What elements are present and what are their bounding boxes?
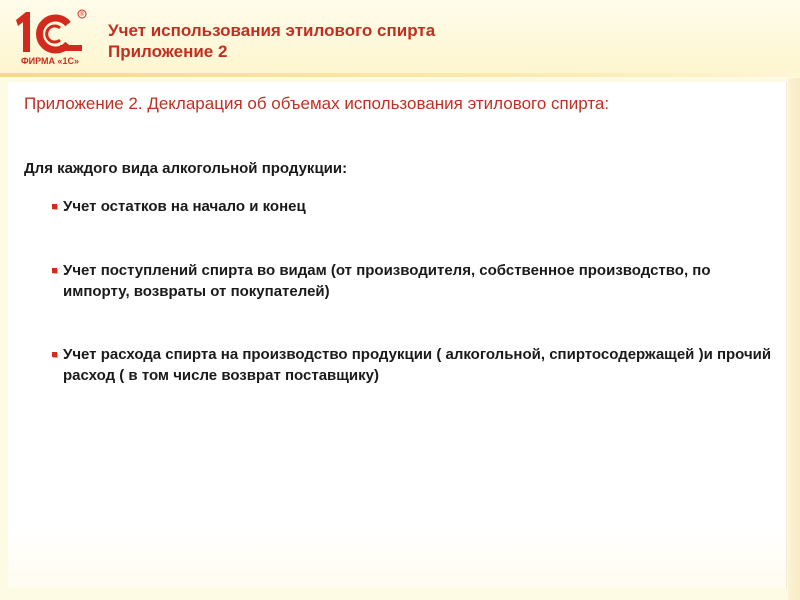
bullet-square-icon: [52, 268, 57, 273]
registered-mark: ®: [79, 12, 85, 18]
list-item: [52, 196, 306, 217]
slide-header: [0, 0, 800, 74]
list-item-text: Учет поступлений спирта во видам (от производителя, собственное производство, по импорту, возвраты от покупателей): [63, 262, 711, 300]
list-item: [52, 260, 772, 302]
list-item: [52, 344, 772, 386]
bullet-square-icon: [52, 204, 57, 209]
intro-text: Для каждого вида алкогольной продукции:: [24, 160, 348, 177]
bullet-square-icon: [52, 352, 57, 357]
header-divider: [0, 73, 800, 77]
firma-1c-logo: [10, 6, 90, 68]
main-heading: Приложение 2. Декларация об объемах использования этилового спирта:: [24, 94, 610, 113]
header-title-line2: Приложение 2: [108, 42, 228, 61]
logo-caption: ФИРМА «1С»: [20, 56, 80, 66]
list-item-text: Учет остатков на начало и конец: [63, 198, 306, 215]
header-title: [108, 20, 435, 62]
content-panel: [8, 82, 787, 588]
list-item-text: Учет расхода спирта на производство продукции ( алкогольной, спиртосодержащей )и прочий расход ( в том числе возврат поставщику): [63, 346, 772, 384]
right-edge-decoration: [788, 78, 800, 600]
header-title-line1: Учет использования этилового спирта: [108, 21, 436, 40]
